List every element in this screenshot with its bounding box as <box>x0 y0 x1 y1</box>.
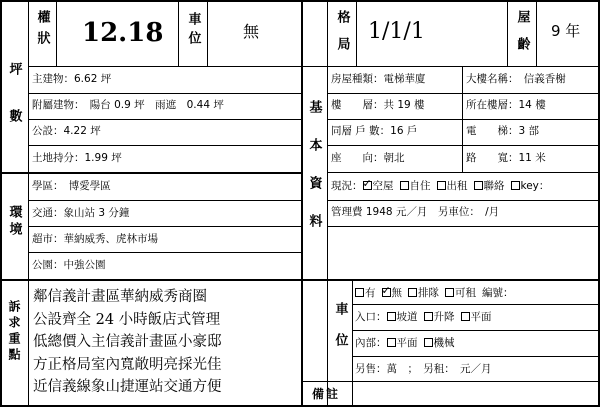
checkbox-icon[interactable] <box>437 181 446 190</box>
hline-p2 <box>352 330 598 331</box>
parking-row1 <box>355 288 514 299</box>
hline-l5 <box>28 200 301 201</box>
hline-p3 <box>352 356 598 357</box>
environment-label: 環境 <box>6 205 22 239</box>
ping-sub-label: 權狀 <box>34 10 50 52</box>
building-name: 大樓名稱： 信義香榭 <box>466 73 566 85</box>
checkbox-icon[interactable] <box>400 181 409 190</box>
checkbox-icon[interactable] <box>387 312 396 321</box>
main-building: 主建物：6.62 坪 <box>32 73 112 85</box>
entrance-option-label: 平面 <box>470 311 492 323</box>
hline-l2 <box>28 119 301 120</box>
entrance-label: 入口： <box>355 311 387 323</box>
hline-l4 <box>0 172 301 174</box>
checked-box-icon[interactable] <box>363 181 372 190</box>
parking-number-label: 編號： <box>482 287 514 299</box>
status-option[interactable] <box>474 180 505 192</box>
outer-top <box>0 0 600 2</box>
status-option-label: key： <box>520 180 550 192</box>
appeal-line: 鄰信義計畫區華納威秀商圈 <box>33 289 207 305</box>
parking-label-col <box>352 281 353 381</box>
hline-p4 <box>303 381 598 382</box>
hline-r7 <box>303 279 598 281</box>
entrance-option-label: 坡道 <box>396 311 418 323</box>
checkbox-icon[interactable] <box>355 288 364 297</box>
land-share: 土地持分：1.99 坪 <box>32 152 122 164</box>
checkbox-icon[interactable] <box>408 288 417 297</box>
vline-d <box>356 0 357 66</box>
entrance-option[interactable] <box>461 311 492 323</box>
vline-f <box>536 0 537 66</box>
vline-c <box>207 0 208 66</box>
parking-type-option-label: 排隊 <box>418 287 439 299</box>
status-label: 現況： <box>331 180 363 192</box>
parking-type-option-label: 可租 <box>455 287 476 299</box>
entrance-option[interactable] <box>424 311 455 323</box>
checkbox-icon[interactable] <box>445 288 454 297</box>
parking-entrance <box>355 312 498 323</box>
ping-label: 坪數 <box>6 62 22 156</box>
status-option-label: 聯絡 <box>483 180 505 192</box>
checkbox-icon[interactable] <box>424 338 433 347</box>
appeal-label: 訴求重點 <box>7 300 21 364</box>
status-option-label: 空屋 <box>372 180 394 192</box>
right-label-col <box>327 0 328 407</box>
parking-value: 無 <box>243 22 260 41</box>
entrance-option[interactable] <box>387 311 418 323</box>
env-school: 學區： 博愛學區 <box>32 180 111 192</box>
hline-l7 <box>28 252 301 253</box>
remark-col <box>352 381 353 407</box>
parking-type-option[interactable] <box>355 287 376 299</box>
right-mid-col <box>462 67 463 172</box>
status-option-label: 自住 <box>409 180 431 192</box>
hline-l6 <box>28 226 301 227</box>
ping-value: 12.18 <box>82 18 164 48</box>
status-option[interactable] <box>511 180 550 192</box>
hline-r6 <box>327 226 598 227</box>
hline-l8 <box>0 279 301 281</box>
remark-label: 備註 <box>312 387 341 401</box>
parking-inner <box>355 338 461 349</box>
status-row <box>331 181 555 192</box>
layout-value: 1/1/1 <box>368 19 425 44</box>
env-traffic: 交通：象山站 3 分鐘 <box>32 207 130 219</box>
inner-option-label: 平面 <box>396 337 418 349</box>
entrance-option-label: 升降 <box>433 311 455 323</box>
appeal-line: 公設齊全 24 小時飯店式管理 <box>33 311 221 328</box>
management-fee: 管理費 1948 元／月 另車位： /月 <box>331 206 500 218</box>
parking-label: 車位 <box>185 12 201 50</box>
parking-type-option[interactable] <box>408 287 439 299</box>
checked-box-icon[interactable] <box>382 288 391 297</box>
hline-p1 <box>352 304 598 305</box>
located-floor: 所在樓層：14 樓 <box>466 99 546 111</box>
appeal-label-col <box>28 279 29 407</box>
env-park: 公園：中強公園 <box>32 259 106 271</box>
hline-r4 <box>327 172 598 173</box>
center-divider <box>301 0 303 407</box>
status-option[interactable] <box>363 180 394 192</box>
status-option-label: 出租 <box>446 180 468 192</box>
total-floors: 樓 層：共 19 樓 <box>331 99 425 111</box>
inner-option[interactable] <box>424 337 455 349</box>
vline-b <box>178 0 179 66</box>
age-label: 屋齡 <box>514 10 530 64</box>
appeal-lines <box>33 286 222 399</box>
elevators: 電 梯：3 部 <box>466 125 540 137</box>
checkbox-icon[interactable] <box>461 312 470 321</box>
households: 同層 戶 數：16 戶 <box>331 125 418 137</box>
parking-type-option-label: 無 <box>391 287 402 299</box>
inner-label: 內部： <box>355 337 387 349</box>
inner-option-label: 機械 <box>433 337 455 349</box>
layout-label: 格局 <box>334 10 350 64</box>
status-option[interactable] <box>437 180 468 192</box>
appeal-line: 方正格局室內寬敞明亮採光佳 <box>33 356 222 373</box>
outer-left <box>0 0 2 407</box>
checkbox-icon[interactable] <box>511 181 520 190</box>
status-option[interactable] <box>400 180 431 192</box>
appeal-line: 近信義線象山捷運站交通方便 <box>33 379 222 395</box>
hline-l1 <box>28 93 301 94</box>
house-type: 房屋種類：電梯華廈 <box>331 73 426 85</box>
parking-type-option-label: 有 <box>365 287 376 299</box>
common-area: 公設：4.22 坪 <box>32 125 101 137</box>
checkbox-icon[interactable] <box>424 312 433 321</box>
age-value: 9 年 <box>551 22 581 40</box>
parking-price: 另售：萬 ； 另租： 元／月 <box>355 363 492 375</box>
parking-detail-label: 車位 <box>332 302 348 364</box>
parking-type-option[interactable] <box>382 287 403 299</box>
annex-building: 附屬建物： 陽台 0.9 坪 雨遮 0.44 坪 <box>32 99 224 111</box>
env-market: 超市：華納威秀、虎林市場 <box>32 233 158 245</box>
hline-l3 <box>28 145 301 146</box>
checkbox-icon[interactable] <box>387 338 396 347</box>
appeal-line: 低總價入主信義計畫區小豪邸 <box>33 334 222 350</box>
vline-a <box>56 0 57 66</box>
hline-r5 <box>327 200 598 201</box>
vline-e <box>507 0 508 66</box>
checkbox-icon[interactable] <box>474 181 483 190</box>
inner-option[interactable] <box>387 337 418 349</box>
road-width: 路 寬：11 米 <box>466 152 546 164</box>
facing: 座 向：朝北 <box>331 152 405 164</box>
basic-label: 基本資料 <box>306 100 322 252</box>
left-label-col <box>28 0 29 280</box>
parking-type-option[interactable] <box>445 287 476 299</box>
